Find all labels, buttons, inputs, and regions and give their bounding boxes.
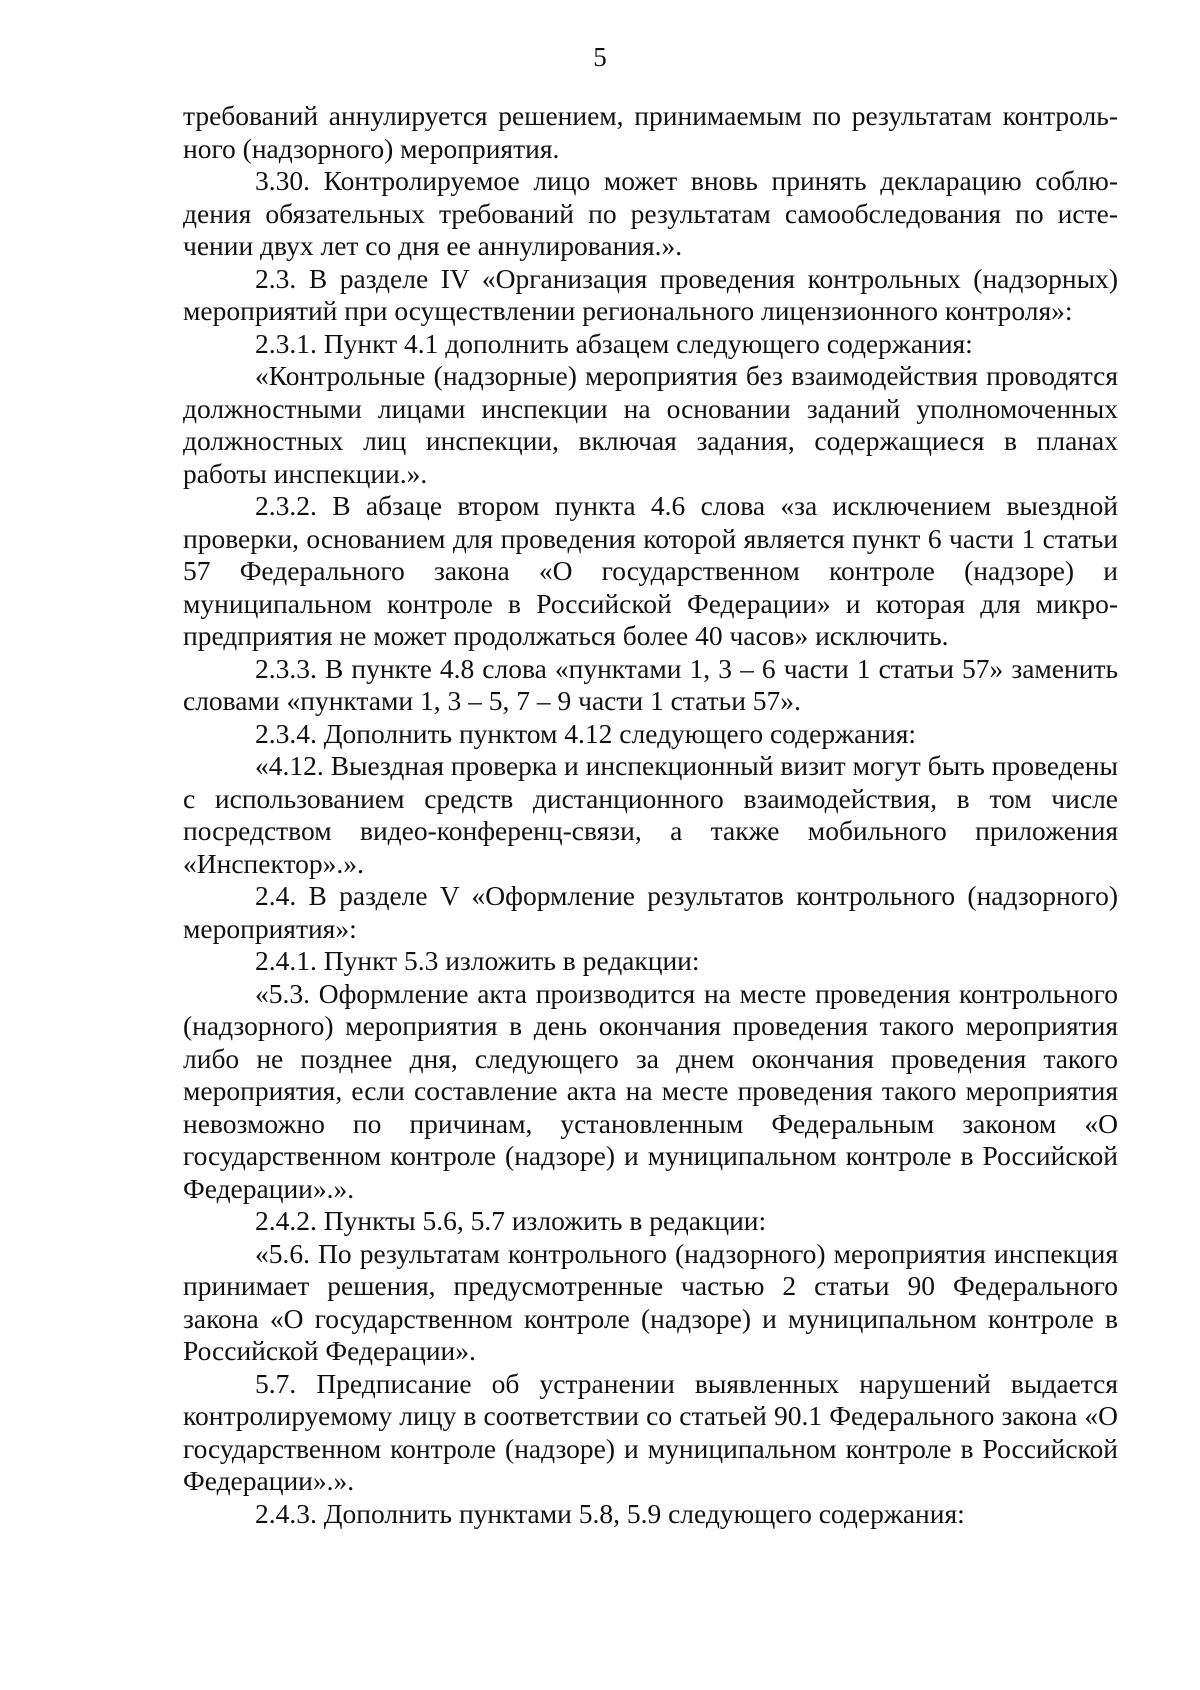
page-number: 5 xyxy=(593,42,607,72)
paragraph: «5.3. Оформление акта производится на месте проведения контрольного (надзорного) мероприятия в день окончания проведения такого мероприятия либо не позднее дня, следующего за днем окончания проведения такого мероприятия, если составление акта на месте проведения такого мероприятия невозможно по причинам, установленным Федеральным законом «О государственном контроле (надзоре) и муниципальном контроле в Российской Федерации».». xyxy=(183,977,1118,1204)
paragraph: 2.3.2. В абзаце втором пункта 4.6 слова «за исключением выездной проверки, основанием для проведения которой является пункт 6 части 1 статьи 57 Федерального закона «О государственном контроле (надзоре) и муниципальном контроле в Российской Федерации» и которая для микропредприятия не может продолжаться более 40 часов» исключить. xyxy=(183,490,1118,651)
paragraph: 2.3.3. В пункте 4.8 слова «пунктами 1, 3 – 6 части 1 статьи 57» заменить словами «пунктами 1, 3 – 5, 7 – 9 части 1 статьи 57». xyxy=(183,652,1118,716)
paragraph: 2.4. В разделе V «Оформление результатов контрольного (надзорного) мероприятия»: xyxy=(183,880,1118,944)
paragraph: «5.6. По результатам контрольного (надзорного) мероприятия инспекция принимает решения, предусмотренные частью 2 статьи 90 Федерального закона «О государственном контроле (надзоре) и муниципальном контроле в Российской Федерации». xyxy=(183,1237,1118,1366)
paragraph: 2.3.1. Пункт 4.1 дополнить абзацем следующего содержания: xyxy=(255,327,973,359)
paragraph: «Контрольные (надзорные) мероприятия без взаимодействия проводятся должностными лицами инспекции на основании заданий уполномоченных должностных лиц инспекции, включая задания, содержащиеся в планах работы инспекции.». xyxy=(183,360,1118,489)
paragraph: «4.12. Выездная проверка и инспекционный визит могут быть проведены с использованием средств дистанционного взаимодействия, в том числе посредством видео-конференц-связи, а также мобильного приложения «Инспектор».». xyxy=(183,750,1118,879)
document-body xyxy=(183,100,1118,1530)
paragraph: требований аннулируется решением, принимаемым по результатам контрольного (надзорного) мероприятия. xyxy=(183,100,1118,164)
paragraph: 3.30. Контролируемое лицо может вновь принять декларацию соблюдения обязательных требований по результатам самообследования по истечении двух лет со дня ее аннулирования.». xyxy=(183,165,1118,261)
paragraph: 2.4.2. Пункты 5.6, 5.7 изложить в редакции: xyxy=(255,1205,767,1236)
paragraph: 5.7. Предписание об устранении выявленных нарушений выдается контролируемому лицу в соответствии со статьей 90.1 Федерального закона «О государственном контроле (надзоре) и муниципальном контроле в Российской Федерации».». xyxy=(183,1367,1118,1496)
paragraph: 2.3.4. Дополнить пунктом 4.12 следующего содержания: xyxy=(255,717,916,749)
paragraph: 2.4.3. Дополнить пунктами 5.8, 5.9 следующего содержания: xyxy=(255,1497,965,1529)
paragraph: 2.3. В разделе IV «Организация проведения контрольных (надзорных) мероприятий при осуществлении регионального лицензионного контроля»: xyxy=(183,262,1118,326)
paragraph: 2.4.1. Пункт 5.3 изложить в редакции: xyxy=(255,945,700,976)
